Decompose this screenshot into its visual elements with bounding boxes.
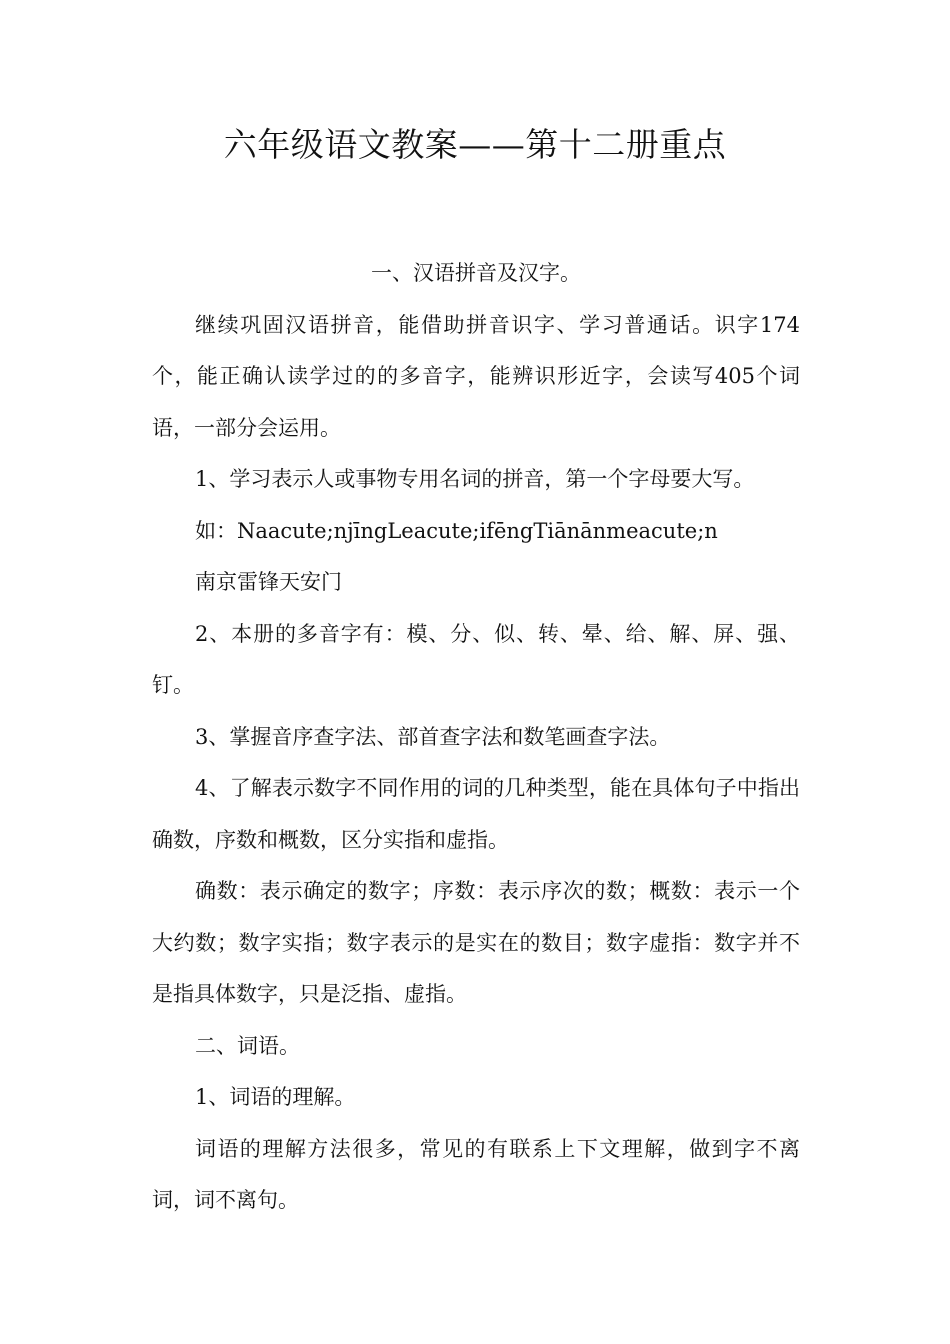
- paragraph-proper-noun-rule: 1、学习表示人或事物专用名词的拼音，第一个字母要大写。: [195, 467, 755, 491]
- paragraph-number-words: 4、了解表示数字不同作用的词的几种类型，能在具体句子中指出确数，序数和概数，区分实指和虚指。: [152, 776, 800, 852]
- document-body: [152, 248, 800, 1227]
- paragraph-polyphonic-chars: 2、本册的多音字有：模、分、似、转、晕、给、解、屏、强、钉。: [152, 621, 800, 697]
- section-heading-pinyin: 一、汉语拼音及汉字。: [371, 261, 581, 285]
- paragraph-number-definitions: 确数：表示确定的数字；序数：表示序次的数；概数：表示一个大约数；数字实指；数字表示的是实在的数目；数字虚指：数字并不是指具体数字，只是泛指、虚指。: [152, 879, 800, 1006]
- paragraph-word-understanding-heading: 1、词语的理解。: [195, 1085, 356, 1109]
- paragraph-example-words: 南京雷锋天安门: [195, 570, 342, 594]
- paragraph-pinyin-example: 如：Naacute;njīngLeacute;ifēngTiānānmeacute;n: [195, 518, 718, 543]
- paragraph-word-understanding: 词语的理解方法很多，常见的有联系上下文理解，做到字不离词，词不离句。: [152, 1136, 800, 1212]
- paragraph-pinyin-overview: 继续巩固汉语拼音，能借助拼音识字、学习普通话。识字174个，能正确认读学过的的多音字，能辨识形近字，会读写405个词语，一部分会运用。: [152, 312, 800, 440]
- document-title: 六年级语文教案——第十二册重点: [223, 125, 727, 164]
- paragraph-lookup-methods: 3、掌握音序查字法、部首查字法和数笔画查字法。: [195, 724, 671, 749]
- section-heading-words: 二、词语。: [195, 1033, 300, 1058]
